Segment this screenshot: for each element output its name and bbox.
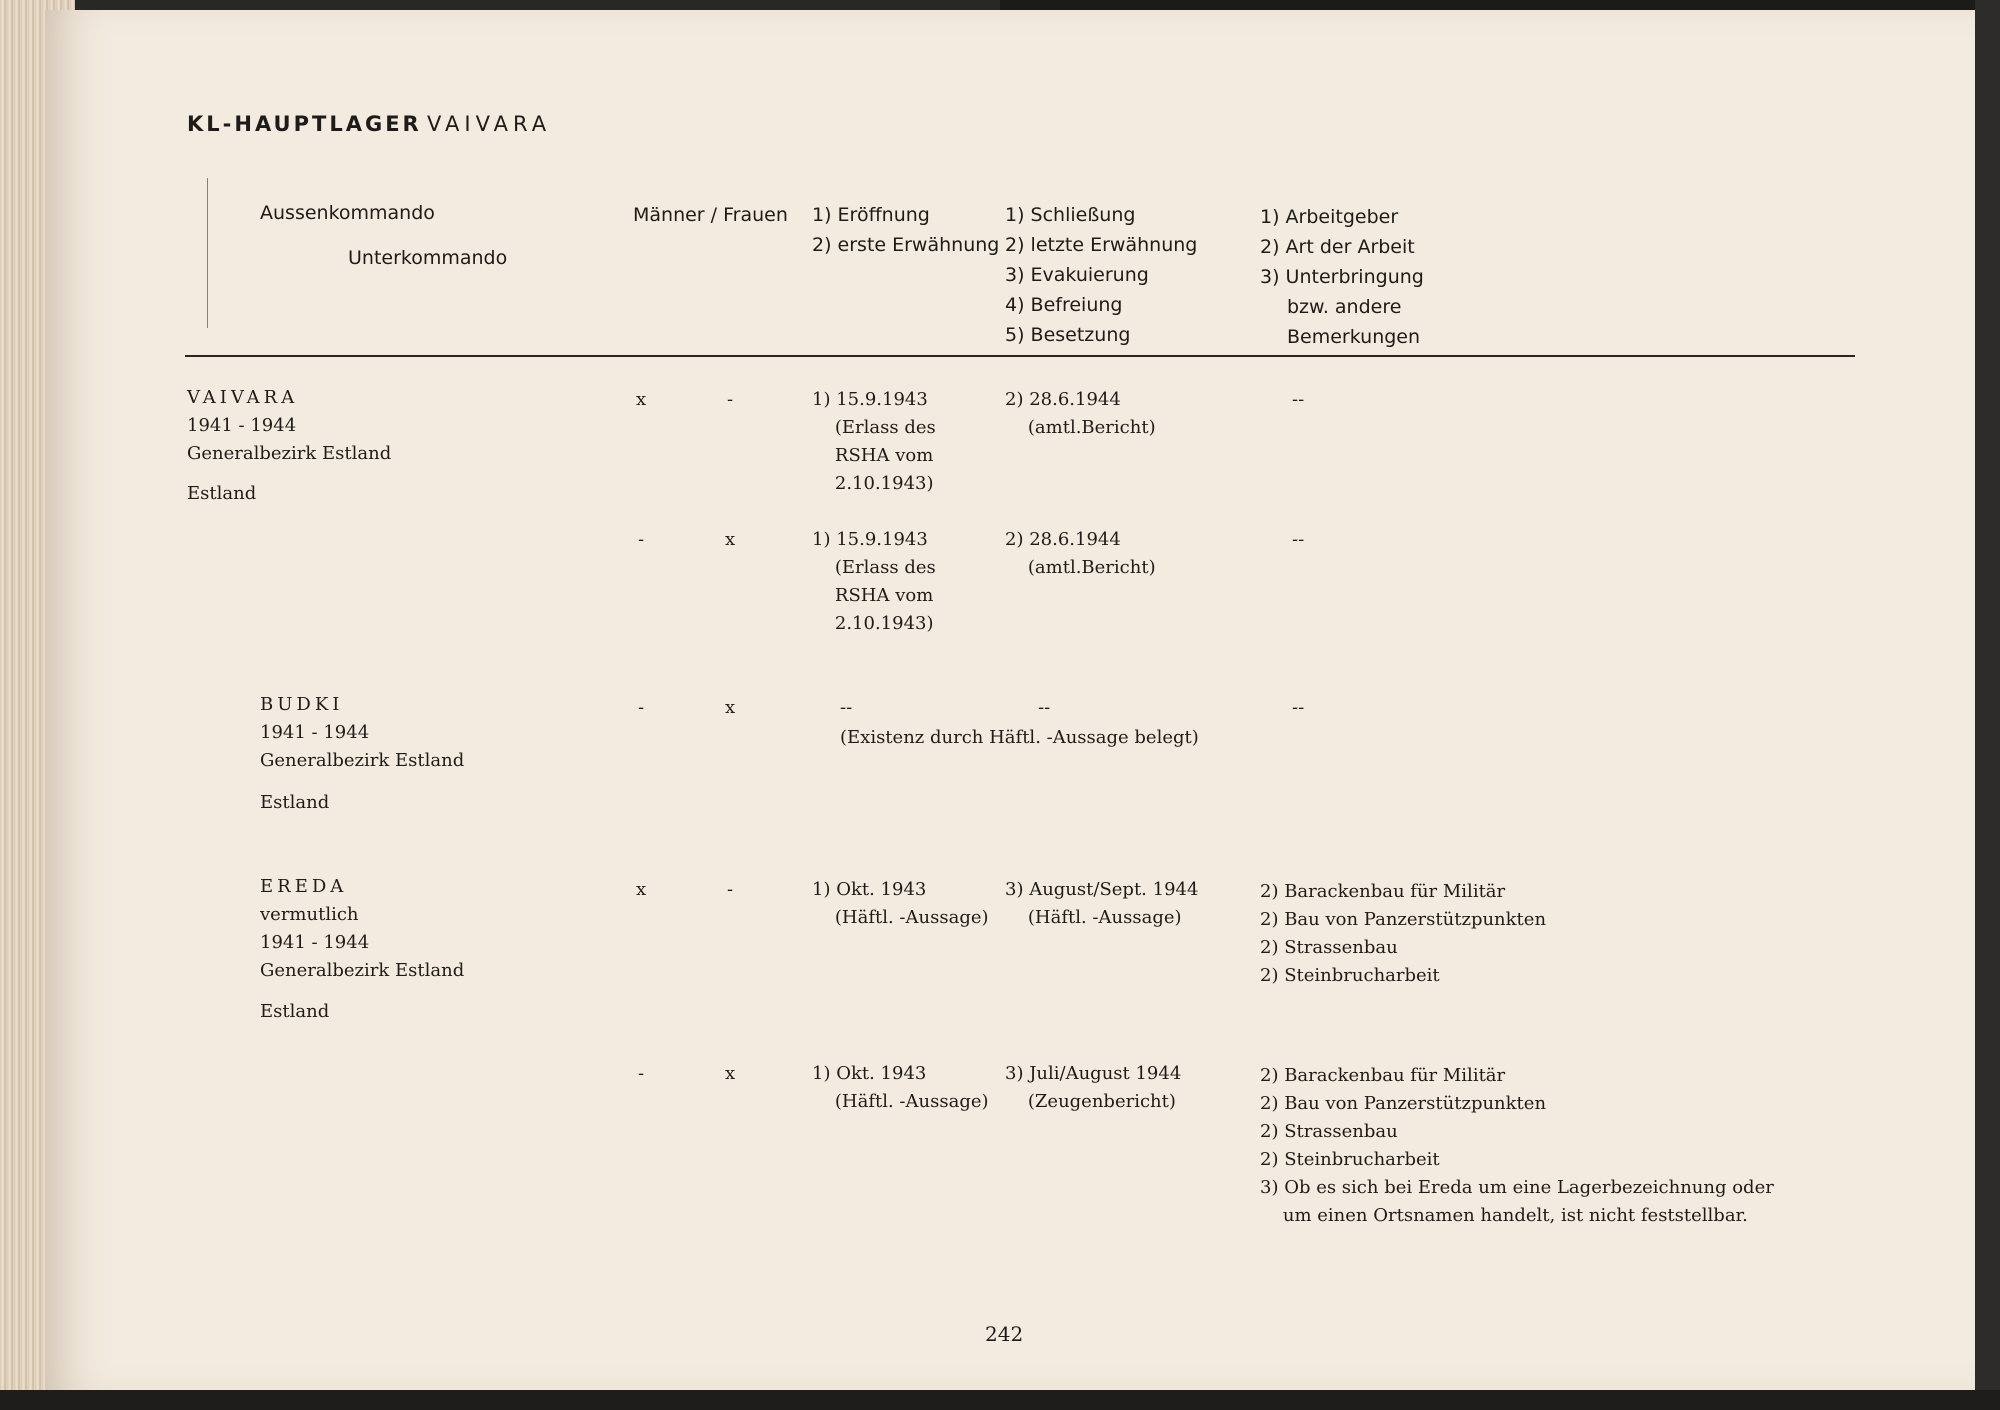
entry-years: 1941 - 1944 (187, 415, 297, 436)
title-right: VAIVARA (427, 112, 552, 136)
entry-country: Estland (260, 792, 330, 813)
men-mark: - (638, 697, 645, 718)
women-mark: x (725, 1063, 736, 1084)
header-evakuierung: 3) Evakuierung (1005, 264, 1149, 286)
women-mark: - (727, 879, 734, 900)
top-shadow (1000, 0, 2000, 10)
women-mark: x (725, 529, 736, 550)
entry-name-budki: BUDKI (260, 694, 344, 715)
closing-info: 2) 28.6.1944 (amtl.Bericht) (1005, 389, 1156, 438)
header-bemerkungen: Bemerkungen (1287, 326, 1421, 348)
title-left: KL-HAUPTLAGER (187, 112, 422, 136)
entry-region: Generalbezirk Estland (187, 443, 392, 464)
bottom-shadow (0, 1390, 2000, 1410)
header-art-der-arbeit: 2) Art der Arbeit (1260, 236, 1415, 258)
entry-years: 1941 - 1944 (260, 722, 370, 743)
opening-info: 1) Okt. 1943 (Häftl. -Aussage) (812, 1063, 989, 1112)
header-rule (185, 355, 1855, 357)
entry-country: Estland (187, 483, 257, 504)
entry-qualifier: vermutlich (260, 904, 359, 925)
remarks: -- (1292, 389, 1305, 410)
women-mark: x (725, 697, 736, 718)
header-unterkommando: Unterkommando (348, 247, 508, 269)
remarks: 2) Barackenbau für Militär 2) Bau von Panzerstützpunkten 2) Strassenbau 2) Steinbrucharbeit 3) Ob es sich bei Ereda um eine Lagerbezeichnung oder um einen Ortsnamen handelt, ist nicht feststellbar. (1260, 1065, 1774, 1226)
page-number: 242 (985, 1322, 1024, 1346)
remarks: 2) Barackenbau für Militär 2) Bau von Panzerstützpunkten 2) Strassenbau 2) Steinbrucharbeit (1260, 881, 1547, 986)
opening-info: 1) Okt. 1943 (Häftl. -Aussage) (812, 879, 989, 928)
men-mark: - (638, 529, 645, 550)
opening-info: 1) 15.9.1943 (Erlass des RSHA vom 2.10.1943) (812, 529, 936, 634)
header-eroeffnung: 1) Eröffnung (812, 204, 930, 226)
men-mark: x (636, 389, 647, 410)
header-bzw-andere: bzw. andere (1287, 296, 1402, 318)
remarks: -- (1292, 529, 1305, 550)
closing-info: -- (1038, 697, 1051, 718)
entry-region: Generalbezirk Estland (260, 750, 465, 771)
existence-note: (Existenz durch Häftl. -Aussage belegt) (840, 727, 1199, 748)
closing-info: 3) Juli/August 1944 (Zeugenbericht) (1005, 1063, 1182, 1112)
remarks: -- (1292, 697, 1305, 718)
entry-region: Generalbezirk Estland (260, 960, 465, 981)
header-schliessung: 1) Schließung (1005, 204, 1136, 226)
closing-info: 2) 28.6.1944 (amtl.Bericht) (1005, 529, 1156, 578)
header-letzte-erwaehnung: 2) letzte Erwähnung (1005, 234, 1198, 256)
header-divider (207, 178, 208, 328)
opening-info: 1) 15.9.1943 (Erlass des RSHA vom 2.10.1943) (812, 389, 936, 494)
header-besetzung: 5) Besetzung (1005, 324, 1131, 346)
header-arbeitgeber: 1) Arbeitgeber (1260, 206, 1399, 228)
header-unterbringung: 3) Unterbringung (1260, 266, 1424, 288)
header-befreiung: 4) Befreiung (1005, 294, 1123, 316)
right-edge (1975, 0, 2000, 1410)
header-maenner-frauen: Männer / Frauen (633, 204, 788, 226)
opening-info: -- (840, 697, 853, 718)
entry-name-ereda: EREDA (260, 876, 348, 897)
men-mark: x (636, 879, 647, 900)
header-erste-erwaehnung: 2) erste Erwähnung (812, 234, 1000, 256)
closing-info: 3) August/Sept. 1944 (Häftl. -Aussage) (1005, 879, 1199, 928)
header-aussenkommando: Aussenkommando (260, 202, 435, 224)
entry-years: 1941 - 1944 (260, 932, 370, 953)
women-mark: - (727, 389, 734, 410)
men-mark: - (638, 1063, 645, 1084)
entry-country: Estland (260, 1001, 330, 1022)
entry-name-vaivara: VAIVARA (187, 387, 299, 408)
